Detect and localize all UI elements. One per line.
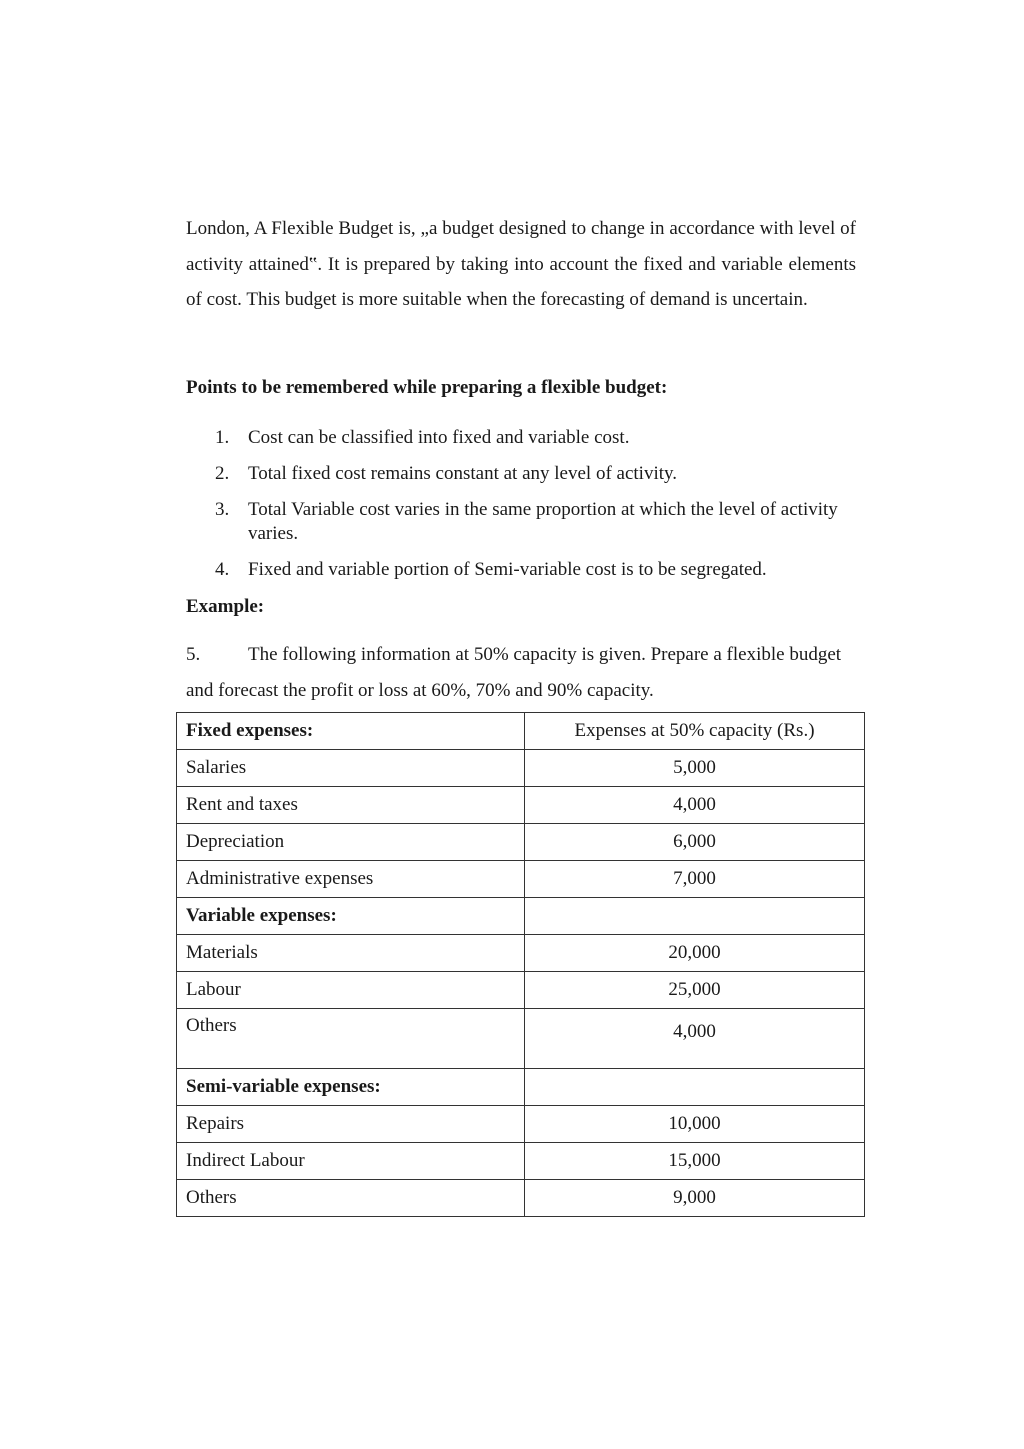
row-value: 10,000	[525, 1106, 865, 1143]
table-row	[177, 824, 865, 861]
list-item-number: 2.	[215, 463, 230, 484]
empty-cell	[525, 898, 865, 935]
table-row	[177, 1009, 865, 1069]
example-task	[186, 637, 866, 709]
fixed-expenses-heading: Fixed expenses:	[177, 713, 525, 750]
table-header-row	[177, 713, 865, 750]
row-label: Others	[177, 1009, 525, 1069]
row-value: 15,000	[525, 1143, 865, 1180]
row-label: Depreciation	[177, 824, 525, 861]
row-value: 6,000	[525, 824, 865, 861]
list-item-text: Cost can be classified into fixed and variable cost.	[248, 427, 630, 448]
table-row	[177, 861, 865, 898]
row-label: Rent and taxes	[177, 787, 525, 824]
row-label: Salaries	[177, 750, 525, 787]
example-heading: Example:	[186, 596, 265, 617]
table-row	[177, 787, 865, 824]
table-row	[177, 935, 865, 972]
intro-paragraph: London, A Flexible Budget is, „a budget designed to change in accordance with level of activity attained‟. It is prepared by taking into account the fixed and variable elements of cost. This budget is more suitable when the forecasting of demand is uncertain.	[186, 218, 856, 310]
table-row	[177, 1106, 865, 1143]
row-value: 4,000	[525, 787, 865, 824]
row-label: Materials	[177, 935, 525, 972]
list-item-text: Total fixed cost remains constant at any level of activity.	[248, 463, 678, 484]
points-list	[186, 426, 866, 594]
example-task-number: 5.	[186, 644, 201, 665]
list-item-text: Fixed and variable portion of Semi-variable cost is to be segregated.	[248, 559, 767, 580]
row-value: 25,000	[525, 972, 865, 1009]
points-heading: Points to be remembered while preparing a flexible budget:	[186, 377, 668, 398]
row-value: 20,000	[525, 935, 865, 972]
table-row	[177, 972, 865, 1009]
list-item	[186, 462, 866, 486]
expenses-table	[176, 712, 865, 1217]
table-row	[177, 1143, 865, 1180]
row-value: 7,000	[525, 861, 865, 898]
empty-cell	[525, 1069, 865, 1106]
list-item	[186, 426, 866, 450]
row-label: Labour	[177, 972, 525, 1009]
row-label: Repairs	[177, 1106, 525, 1143]
row-value: 5,000	[525, 750, 865, 787]
table-row	[177, 1180, 865, 1217]
list-item-number: 1.	[215, 427, 230, 448]
row-value: 4,000	[525, 1009, 865, 1069]
capacity-column-heading: Expenses at 50% capacity (Rs.)	[525, 713, 865, 750]
list-item-text: Total Variable cost varies in the same proportion at which the level of activity varies.	[248, 499, 838, 544]
list-item	[186, 558, 866, 582]
table-section-row	[177, 898, 865, 935]
table-row	[177, 750, 865, 787]
example-task-text: The following information at 50% capacity is given. Prepare a flexible budget and forecast the profit or loss at 60%, 70% and 90% capacity.	[186, 644, 842, 701]
row-label: Others	[177, 1180, 525, 1217]
list-item-number: 3.	[215, 499, 230, 520]
row-label: Administrative expenses	[177, 861, 525, 898]
list-item-number: 4.	[215, 559, 230, 580]
table-section-row	[177, 1069, 865, 1106]
list-item	[186, 498, 866, 546]
semi-variable-expenses-heading: Semi-variable expenses:	[177, 1069, 525, 1106]
variable-expenses-heading: Variable expenses:	[177, 898, 525, 935]
row-label: Indirect Labour	[177, 1143, 525, 1180]
row-value: 9,000	[525, 1180, 865, 1217]
